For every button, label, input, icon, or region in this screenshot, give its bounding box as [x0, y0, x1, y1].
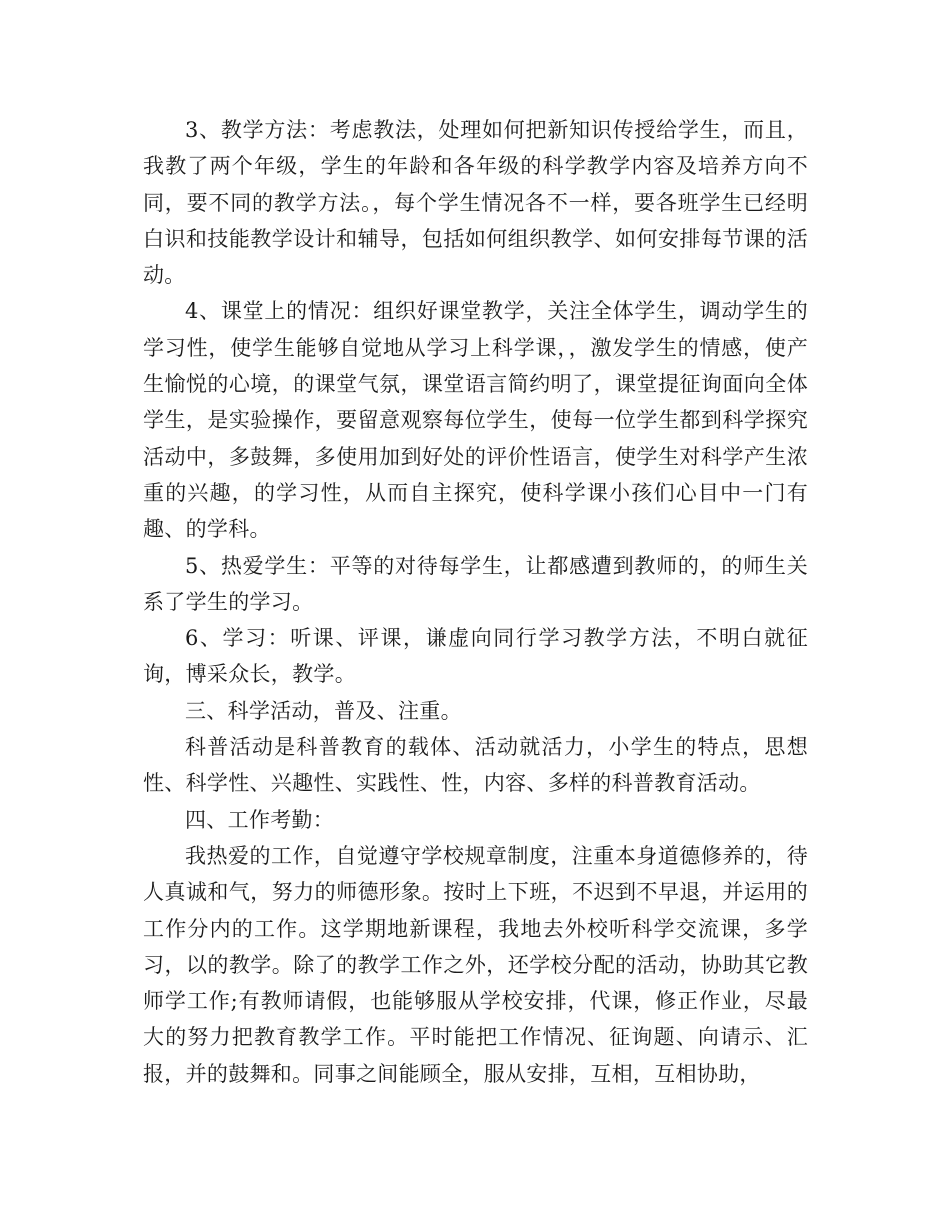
- paragraph-science-activities: 科普活动是科普教育的载体、活动就活力，小学生的特点，思想性、科学性、兴趣性、实践性、性，内容、多样的科普教育活动。: [143, 735, 808, 796]
- section-heading-attendance: 四、工作考勤：: [185, 807, 335, 832]
- section-heading-science-activities: 三、科学活动，普及、注重。: [185, 698, 462, 723]
- paragraph-teaching-methods: 3、教学方法：考虑教法，处理如何把新知识传授给学生，而且，我教了两个年级，学生的年龄和各年级的科学教学内容及培养方向不同，要不同的教学方法。，每个学生情况各不一样，要各班学生已经明白识和技能教学设计和辅导，包括如何组织教学、如何安排每节课的活动。: [143, 118, 808, 288]
- paragraph-learning: 6、学习：听课、评课，谦虚向同行学习教学方法，不明白就征询，博采众长，教学。: [143, 626, 808, 687]
- document-body: [143, 112, 808, 1092]
- paragraph-attendance: 我热爱的工作，自觉遵守学校规章制度，注重本身道德修养的，待人真诚和气，努力的师德形象。按时上下班，不迟到不早退，并运用的工作分内的工作。这学期地新课程，我地去外校听科学交流课，多学习，以的教学。除了的教学工作之外，还学校分配的活动，协助其它教师学工作;有教师请假，也能够服从学校安排，代课，修正作业，尽最大的努力把教育教学工作。平时能把工作情况、征询题、向请示、汇报，并的鼓舞和。同事之间能顾全，服从安排，互相，互相协助，: [143, 843, 808, 1086]
- paragraph-classroom: 4、课堂上的情况：组织好课堂教学，关注全体学生，调动学生的学习性，使学生能够自觉地从学习上科学课，，激发学生的情感，使产生愉悦的心境，的课堂气氛，课堂语言简约明了，课堂提征询面向全体学生，是实验操作，要留意观察每位学生，使每一位学生都到科学探究活动中，多鼓舞，多使用加到好处的评价性语言，使学生对科学产生浓重的兴趣，的学习性，从而自主探究，使科学课小孩们心目中一门有趣、的学科。: [143, 299, 808, 542]
- paragraph-love-students: 5、热爱学生：平等的对待每学生，让都感遭到教师的，的师生关系了学生的学习。: [143, 553, 808, 614]
